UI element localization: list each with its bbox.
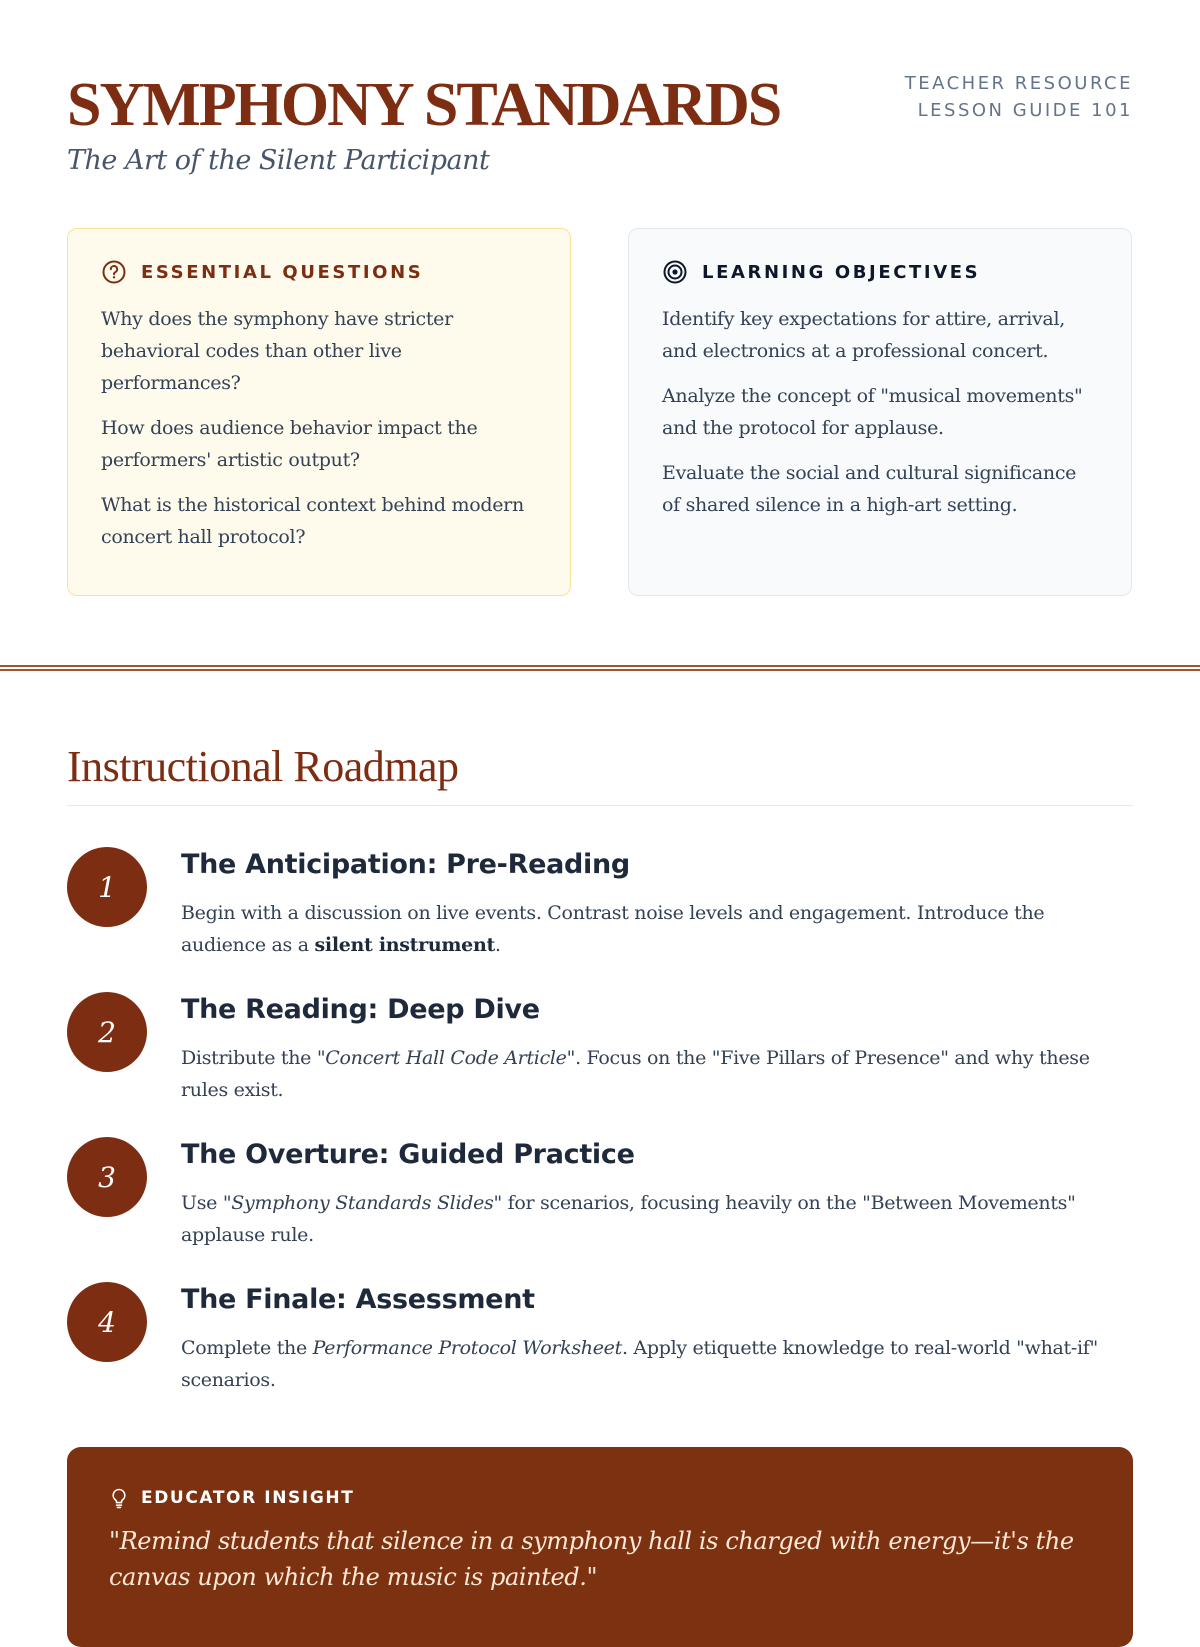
- step-description: Complete the Performance Protocol Worksheet. Apply etiquette knowledge to real-world "what-if" scenarios.: [181, 1337, 1098, 1391]
- educator-insight-label: EDUCATOR INSIGHT: [141, 1488, 355, 1508]
- target-icon: [662, 259, 688, 285]
- page-subtitle: The Art of the Silent Participant: [67, 145, 490, 176]
- step-number-badge: 2: [67, 992, 147, 1072]
- step-emphasis: "Symphony Standards Slides": [222, 1192, 502, 1214]
- educator-insight-quote: "Remind students that silence in a symphony hall is charged with energy—it's the canvas upon which the music is painted.": [109, 1527, 1074, 1591]
- learning-objectives-label: LEARNING OBJECTIVES: [702, 261, 981, 283]
- roadmap-step-2: [67, 992, 1133, 1122]
- step-description: Use "Symphony Standards Slides" for scenarios, focusing heavily on the "Between Movements" applause rule.: [181, 1192, 1076, 1246]
- meta-resource-type: TEACHER RESOURCE: [904, 73, 1133, 94]
- page-header: [67, 70, 1133, 190]
- essential-questions-card: [67, 228, 571, 596]
- educator-insight-panel: [67, 1447, 1133, 1647]
- objective-item: Identify key expectations for attire, arrival, and electronics at a professional concert.: [662, 308, 1065, 362]
- roadmap-title-rule: [67, 805, 1133, 806]
- educator-insight-header: [109, 1487, 1091, 1509]
- step-title: The Overture: Guided Practice: [181, 1139, 635, 1170]
- page-title: SYMPHONY STANDARDS: [67, 71, 781, 139]
- step-description: Distribute the "Concert Hall Code Article". Focus on the "Five Pillars of Presence" and why these rules exist.: [181, 1047, 1090, 1101]
- meta-lesson-guide: LESSON GUIDE 101: [917, 100, 1133, 121]
- question-item: Why does the symphony have stricter behavioral codes than other live performances?: [101, 308, 453, 394]
- step-emphasis: "Concert Hall Code Article": [316, 1047, 576, 1069]
- question-item: How does audience behavior impact the performers' artistic output?: [101, 417, 478, 471]
- roadmap-step-4: [67, 1282, 1133, 1412]
- question-circle-icon: [101, 259, 127, 285]
- objective-item: Evaluate the social and cultural significance of shared silence in a high-art setting.: [662, 462, 1077, 516]
- step-number-badge: 1: [67, 847, 147, 927]
- roadmap-title: Instructional Roadmap: [67, 742, 459, 791]
- resource-meta: [905, 70, 1133, 124]
- objective-item: Analyze the concept of "musical movements" and the protocol for applause.: [662, 385, 1083, 439]
- section-divider: [0, 665, 1200, 671]
- step-title: The Anticipation: Pre-Reading: [181, 849, 630, 880]
- step-title: The Finale: Assessment: [181, 1284, 535, 1315]
- learning-objectives-header: [662, 259, 1098, 285]
- step-description: Begin with a discussion on live events. Contrast noise levels and engagement. Introduce the audience as a silent instrument.: [181, 902, 1045, 956]
- step-emphasis: silent instrument: [314, 934, 495, 956]
- step-title: The Reading: Deep Dive: [181, 994, 540, 1025]
- step-number-badge: 4: [67, 1282, 147, 1362]
- essential-questions-header: [101, 259, 537, 285]
- step-number-badge: 3: [67, 1137, 147, 1217]
- question-item: What is the historical context behind modern concert hall protocol?: [101, 494, 524, 548]
- step-emphasis: Performance Protocol Worksheet: [312, 1337, 622, 1359]
- learning-objectives-card: [628, 228, 1132, 596]
- lightbulb-icon: [109, 1487, 129, 1509]
- roadmap-step-1: [67, 847, 1133, 977]
- essential-questions-label: ESSENTIAL QUESTIONS: [141, 261, 424, 283]
- roadmap-step-3: [67, 1137, 1133, 1267]
